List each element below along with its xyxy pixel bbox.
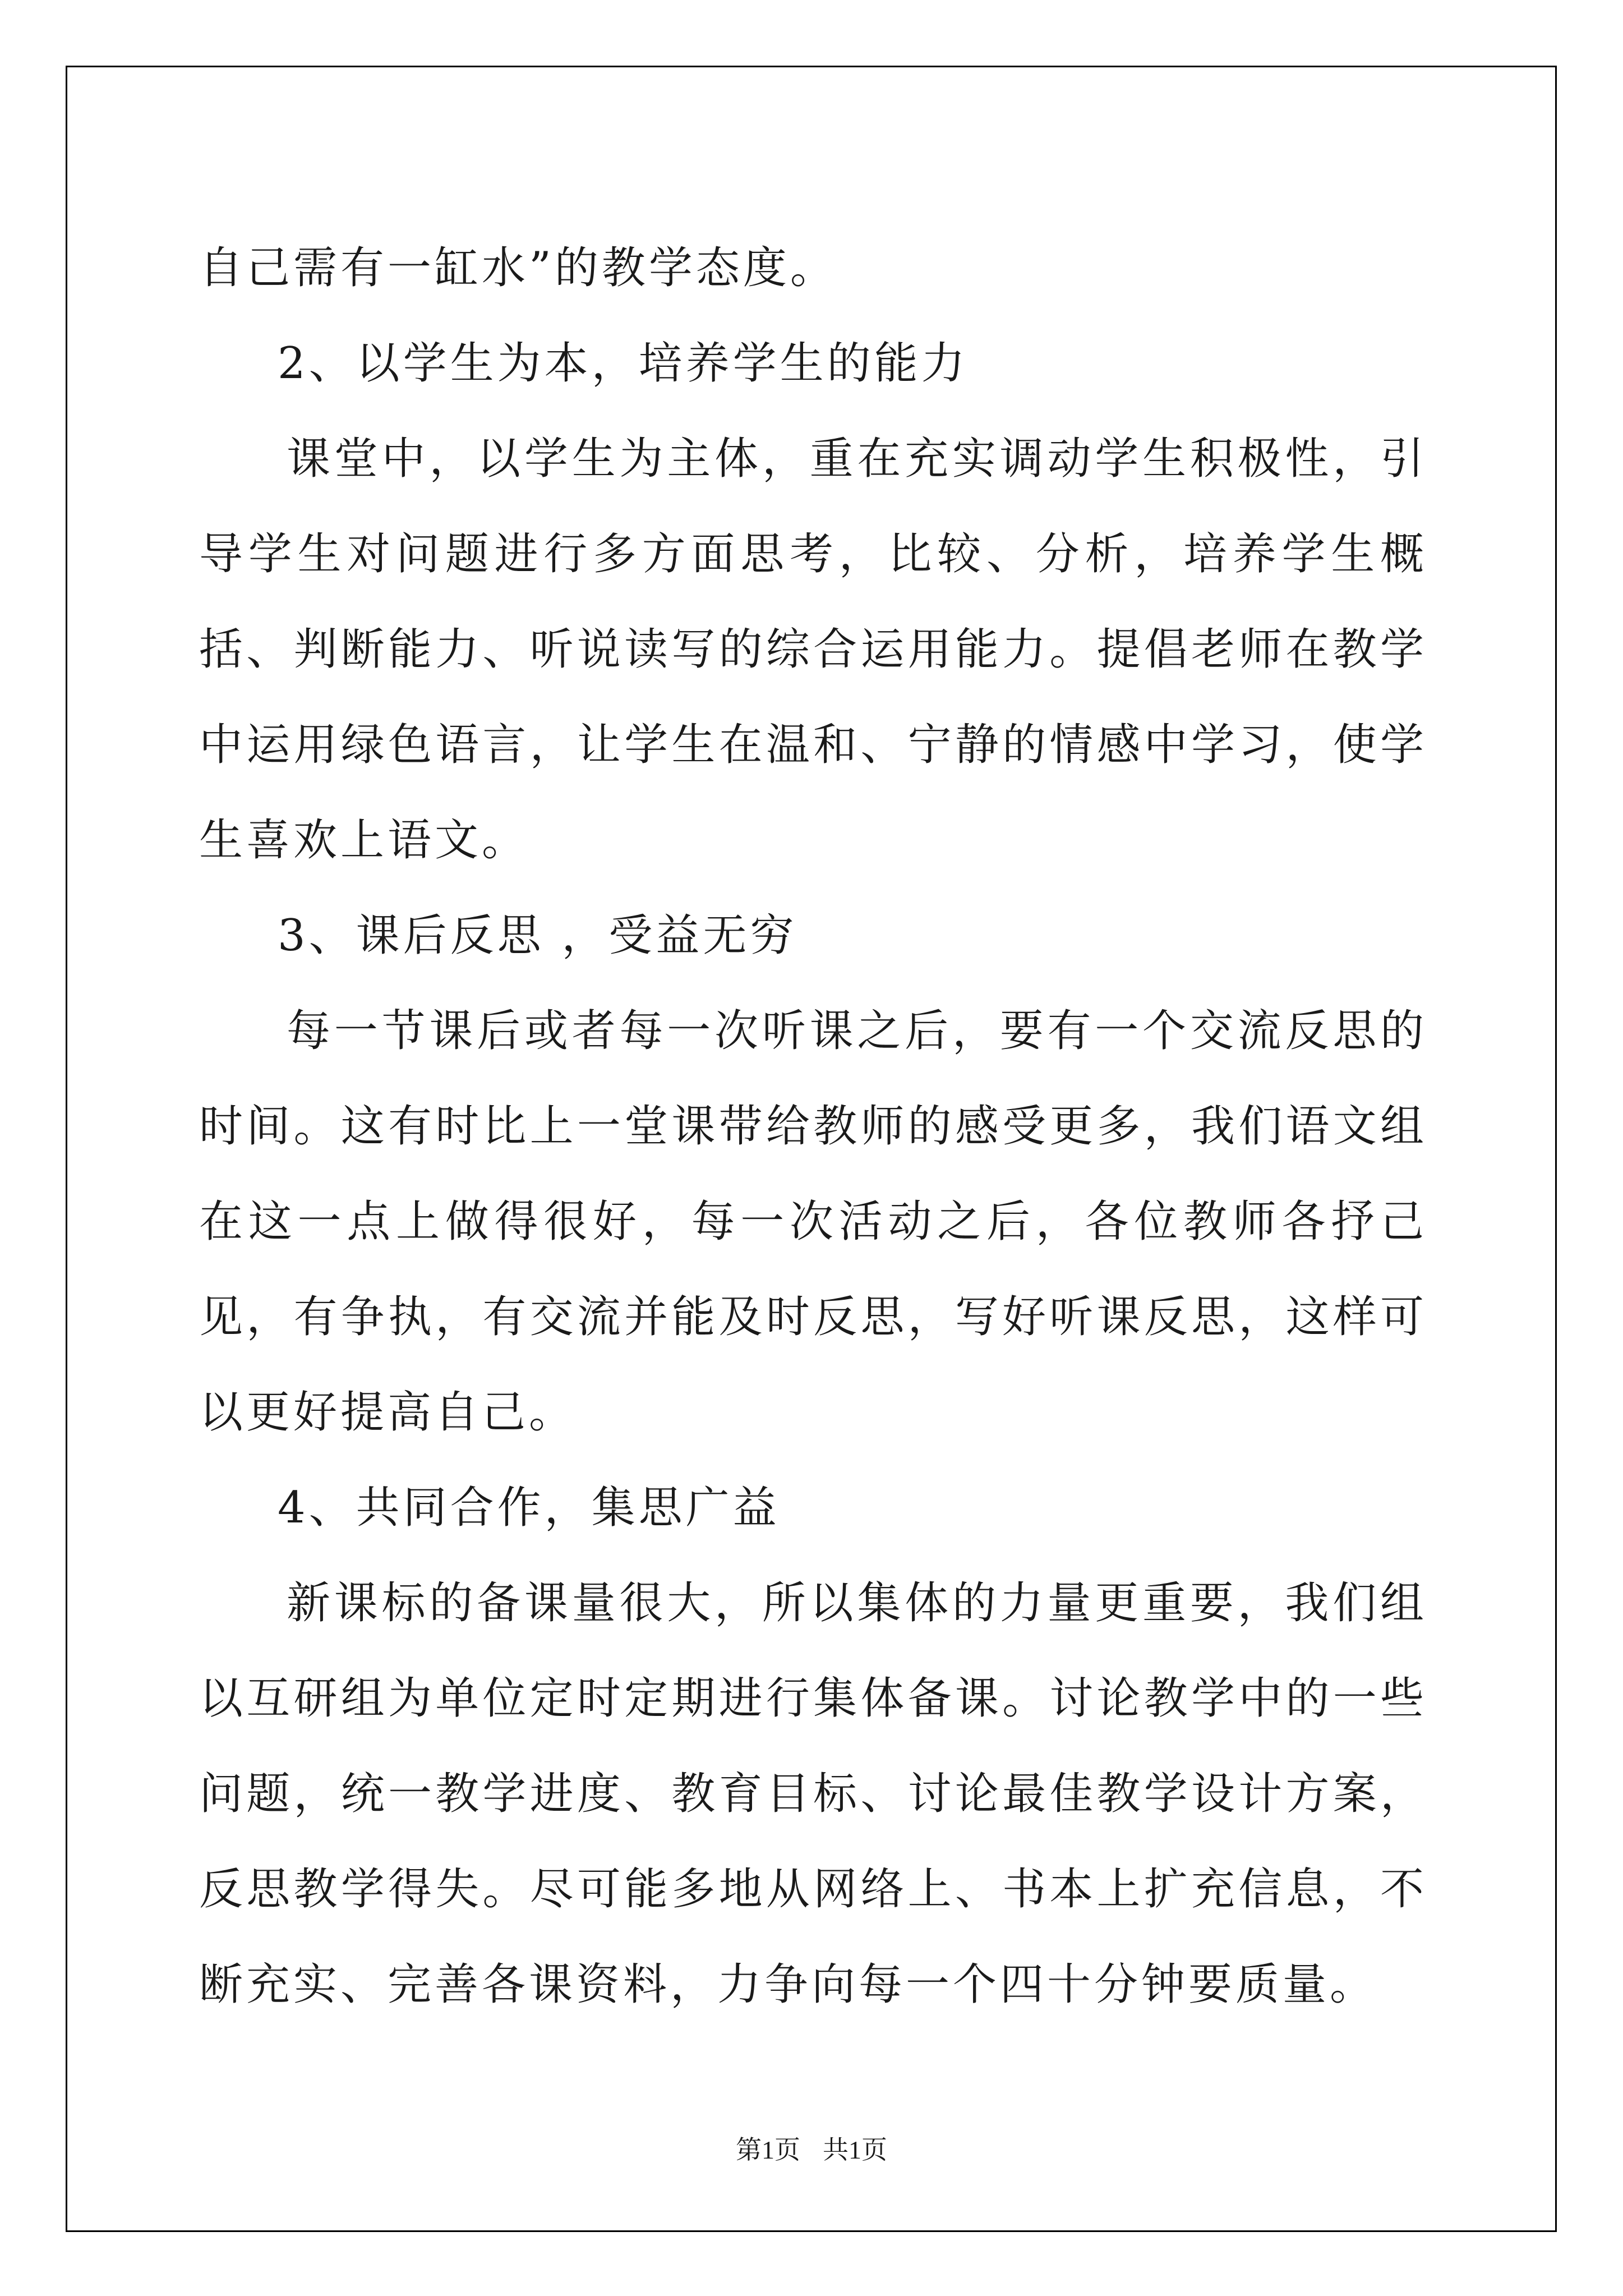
- paragraph-collaboration: 新课标的备课量很大，所以集体的力量更重要，我们组以互研组为单位定时定期进行集体备课。讨论教学中的一些问题，统一教学进度、教育目标、讨论最佳教学设计方案，反思教学得失。尽可能多地从网络上、书本上扩充信息，不断充实、完善各课资料，力争向每一个四十分钟要质量。: [199, 1578, 1427, 2010]
- document-body: [199, 220, 1427, 2032]
- paragraph-student-centered: 课堂中，以学生为主体，重在充实调动学生积极性，引导学生对问题进行多方面思考，比较、分析，培养学生概括、判断能力、听说读写的综合运用能力。提倡老师在教学中运用绿色语言，让学生在温和、宁静的情感中学习，使学生喜欢上语文。: [199, 434, 1427, 866]
- page-number-current: 第1页: [736, 2136, 800, 2164]
- page-number-total: 共1页: [823, 2136, 887, 2164]
- section-heading-3: 3、课后反思 ，受益无穷: [278, 910, 797, 961]
- page-footer: [0, 2129, 1623, 2166]
- section-heading-2: 2、以学生为本，培养学生的能力: [278, 338, 969, 389]
- paragraph-continuation: 自己需有一缸水”的教学态度。: [199, 243, 837, 293]
- section-heading-4: 4、共同合作，集思广益: [278, 1483, 780, 1533]
- paragraph-reflection: 每一节课后或者每一次听课之后，要有一个交流反思的时间。这有时比上一堂课带给教师的感受更多，我们语文组在这一点上做得很好，每一次活动之后，各位教师各抒己见，有争执，有交流并能及时反思，写好听课反思，这样可以更好提高自己。: [199, 1006, 1427, 1438]
